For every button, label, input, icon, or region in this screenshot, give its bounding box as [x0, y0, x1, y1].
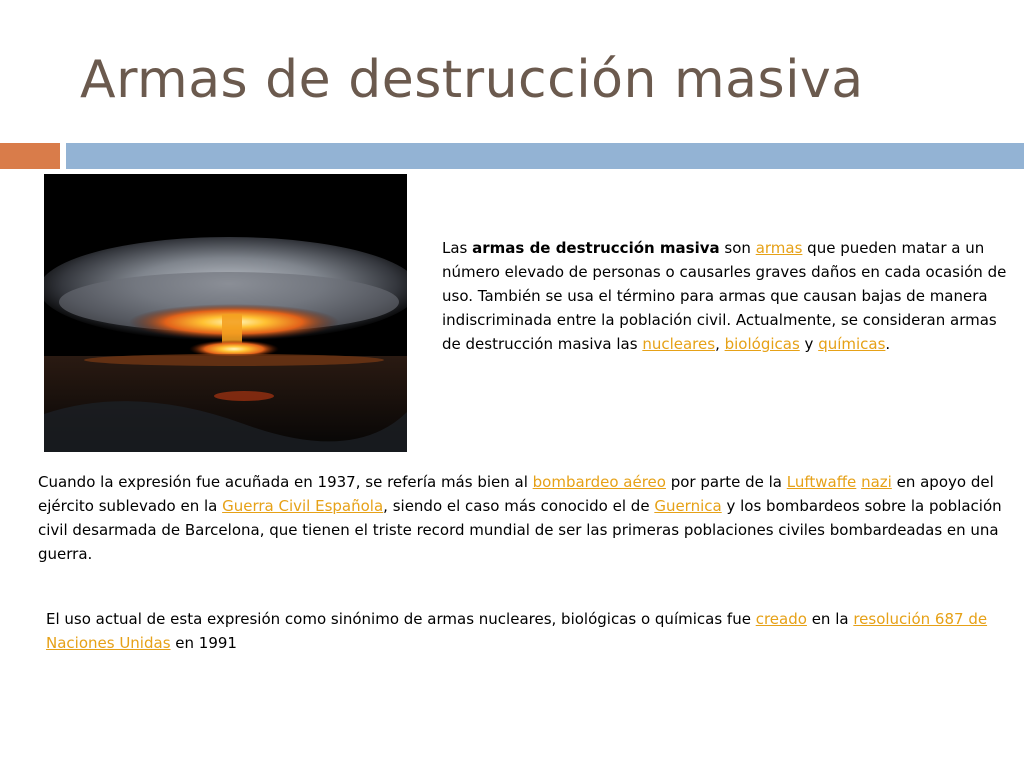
text-run: en apoyo del ejército sublevado en la: [38, 473, 994, 515]
text-run: .: [885, 335, 891, 353]
paragraph-definition: [442, 236, 1012, 356]
link-luftwaffe[interactable]: Luftwaffe: [786, 473, 857, 491]
text-run: en 1991: [170, 634, 237, 652]
accent-bar-blue: [66, 143, 1024, 169]
text-run: y los bombardeos sobre la población civil desarmada de Barcelona, que tienen el triste record mundial de ser las primeras poblaciones civiles bombardeadas en una guerra.: [38, 497, 1002, 563]
link-quimicas[interactable]: químicas: [818, 335, 886, 353]
text-run: y: [799, 335, 819, 353]
paragraph-history: [38, 470, 1018, 566]
link-resolucion-687[interactable]: resolución 687 de Naciones Unidas: [46, 610, 988, 652]
slide-title: Armas de destrucción masiva: [80, 50, 864, 110]
accent-bar-orange: [0, 143, 60, 169]
text-run: son: [719, 239, 756, 257]
link-armas[interactable]: armas: [755, 239, 803, 257]
link-creado[interactable]: creado: [755, 610, 807, 628]
link-nazi[interactable]: nazi: [861, 473, 892, 491]
text-run: El uso actual de esta expresión como sinónimo de armas nucleares, biológicas o químicas fue: [46, 610, 756, 628]
link-bombardeo-aereo[interactable]: bombardeo aéreo: [532, 473, 666, 491]
text-run: que pueden matar a un número elevado de personas o causarles graves daños en cada ocasión de uso. También se usa el término para armas que causan bajas de manera indiscriminada entre la población civil. Actualmente, se consideran armas de destrucción masiva las: [442, 239, 1007, 353]
link-nucleares[interactable]: nucleares: [642, 335, 716, 353]
text-run: , siendo el caso más conocido el de: [383, 497, 655, 515]
text-run: Las: [442, 239, 473, 257]
mushroom-cloud-photo: [44, 174, 407, 452]
link-guerra-civil-espanola[interactable]: Guerra Civil Española: [222, 497, 384, 515]
text-run: ,: [715, 335, 725, 353]
bold-term: armas de destrucción masiva: [472, 239, 720, 257]
text-run: por parte de la: [665, 473, 787, 491]
link-guernica[interactable]: Guernica: [654, 497, 722, 515]
link-biologicas[interactable]: biológicas: [724, 335, 800, 353]
text-run: en la: [806, 610, 854, 628]
text-run: Cuando la expresión fue acuñada en 1937, se refería más bien al: [38, 473, 533, 491]
paragraph-current-use: [46, 607, 1016, 655]
